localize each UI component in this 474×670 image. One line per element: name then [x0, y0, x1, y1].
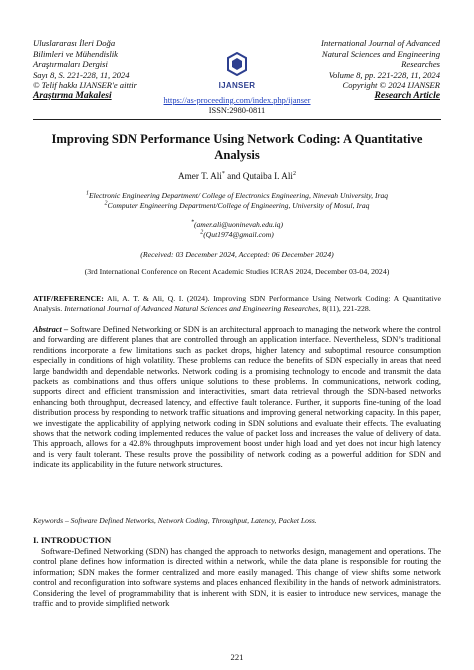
journal-header-turkish — [33, 38, 203, 102]
email-mark: 2 — [200, 229, 204, 236]
affiliation: Electronic Engineering Department/ College of Electronics Engineering, Ninevah University, Iraq — [88, 191, 389, 200]
email-mark: * — [190, 219, 194, 226]
header-right-line: Copyright © 2024 IJANSER — [342, 80, 440, 91]
header-right-line: Natural Sciences and Engineering — [321, 48, 440, 59]
keywords: Keywords – Software Defined Networks, Network Coding, Throughput, Latency, Packet Loss. — [33, 516, 317, 525]
abstract-label: Abstract – — [33, 325, 69, 334]
affiliations — [30, 191, 444, 211]
author-mark: * — [221, 170, 225, 177]
journal-header-english — [275, 38, 440, 102]
author-list — [40, 171, 434, 181]
header-right-line: Researches — [401, 59, 440, 70]
header-right-line: International Journal of Advanced — [321, 38, 440, 48]
conference-note: (3rd International Conference on Recent Academic Studies ICRAS 2024, December 03-04, 2024) — [84, 267, 390, 276]
journal-url-link[interactable]: https://as-proceeding.com/index.php/ijanser — [163, 96, 311, 105]
author-separator: and — [224, 171, 243, 181]
affiliation-mark: 2 — [104, 200, 108, 207]
email: (Qut1974@gmail.com) — [203, 230, 274, 239]
section-heading: I. INTRODUCTION — [33, 535, 112, 545]
ijanser-logo-icon — [226, 52, 248, 76]
header-left-line: Sayı 8, S. 221-228, 11, 2024 — [33, 69, 130, 80]
header-left-line: Bilimleri ve Mühendislik — [33, 48, 118, 59]
header-left-line: © Telif hakkı IJANSER'e aittir — [33, 80, 137, 91]
received-accepted-dates: (Received: 03 December 2024, Accepted: 06 December 2024) — [140, 250, 334, 259]
paper-title: Improving SDN Performance Using Network Coding: A Quantitative Analysis — [51, 132, 423, 162]
author-name: Amer T. Ali — [178, 171, 222, 181]
header-right-line: Volume 8, pp. 221-228, 11, 2024 — [328, 69, 440, 80]
logo-text: IJANSER — [218, 81, 256, 90]
header-left-line: Araştırmaları Dergisi — [33, 59, 108, 70]
introduction-paragraph: Software-Defined Networking (SDN) has changed the approach to networks design, management and operations. The control plane defines how information is directed within a network, while the data plane is responsible for routing the information; SDN makes the former centralized and more easily managed. This change of view shifts some network control and reconfiguration into software systems and places enhanced flexibility in the hands of network administrators. Considering the level of programmability that is inherent with SDN, it is easier to introduce new services, manage the traffic and to provide simplified network — [33, 547, 441, 609]
issn: ISSN:2980-0811 — [208, 106, 266, 115]
article-type-label-tr: Araştırma Makalesi — [33, 89, 112, 101]
affiliation: Computer Engineering Department/College of Engineering, University of Mosul, Iraq — [107, 201, 370, 210]
author-name: Qutaiba I. Ali — [242, 171, 293, 181]
citation-text: Ali, A. T. & Ali, Q. I. (2024). Improving SDN Performance Using Network Coding: A Quantitative Analysis. — [33, 294, 441, 313]
citation-tail: , 8(11), 221-228. — [318, 304, 371, 313]
citation-label: ATIF/REFERENCE: — [33, 294, 104, 303]
header-left-line: Uluslararası İleri Doğa — [33, 38, 116, 48]
article-type-label-en: Research Article — [374, 89, 440, 101]
affiliation-mark: 1 — [85, 190, 89, 197]
citation-journal: International Journal of Advanced Natural Sciences and Engineering Researches — [64, 304, 319, 313]
abstract-text: Software Defined Networking or SDN is an architectural approach to managing the network where the control and forwarding are different planes that are controlled through an application interface. Nevertheless, SDN’s traditional renditions incorporate a few limitations such as packet drops, higher latency and suboptimal resource consumption especially in conditions of high volatility. These problems can reduce the benefits of SDN especially in areas that need large bandwidth and dependable networks. Network coding is a promising technology to encode and transmit the data packets as combinations and thus offers unique solutions to these problems. In communications, network coding, supports direct and efficient transmission and interactivities, smart data retrieval through the SDN-based networks enhancing both throughput, decreased latency, and effective fault tolerance. Further, it supports fine-tuning of the load distribution process by responding to network traffic situations and improving general networking capacity. In this paper, we investigate the applicability of applying network coding in SDN solutions and evaluate their effects. The evaluating shows that the network coding implemented reduces the value of packet loss and increases the value of delivery of data. This approach, allows for a 42.8% throughputs improvement boost under high load and yet does not incur high latency and is very fault tolerant. These results prove the possibility of network coding as a powerful addition for SDN and indicate its applicability in the future network structures. — [33, 325, 441, 470]
page-number: 221 — [230, 652, 244, 662]
email: (amer.ali@uoninevah.edu.iq) — [193, 220, 284, 229]
abstract — [33, 325, 441, 471]
citation-block — [33, 294, 441, 314]
author-emails — [40, 220, 434, 240]
journal-link-block — [120, 96, 354, 116]
author-mark: 2 — [292, 170, 296, 177]
header-divider — [33, 119, 441, 120]
journal-logo — [205, 52, 269, 90]
